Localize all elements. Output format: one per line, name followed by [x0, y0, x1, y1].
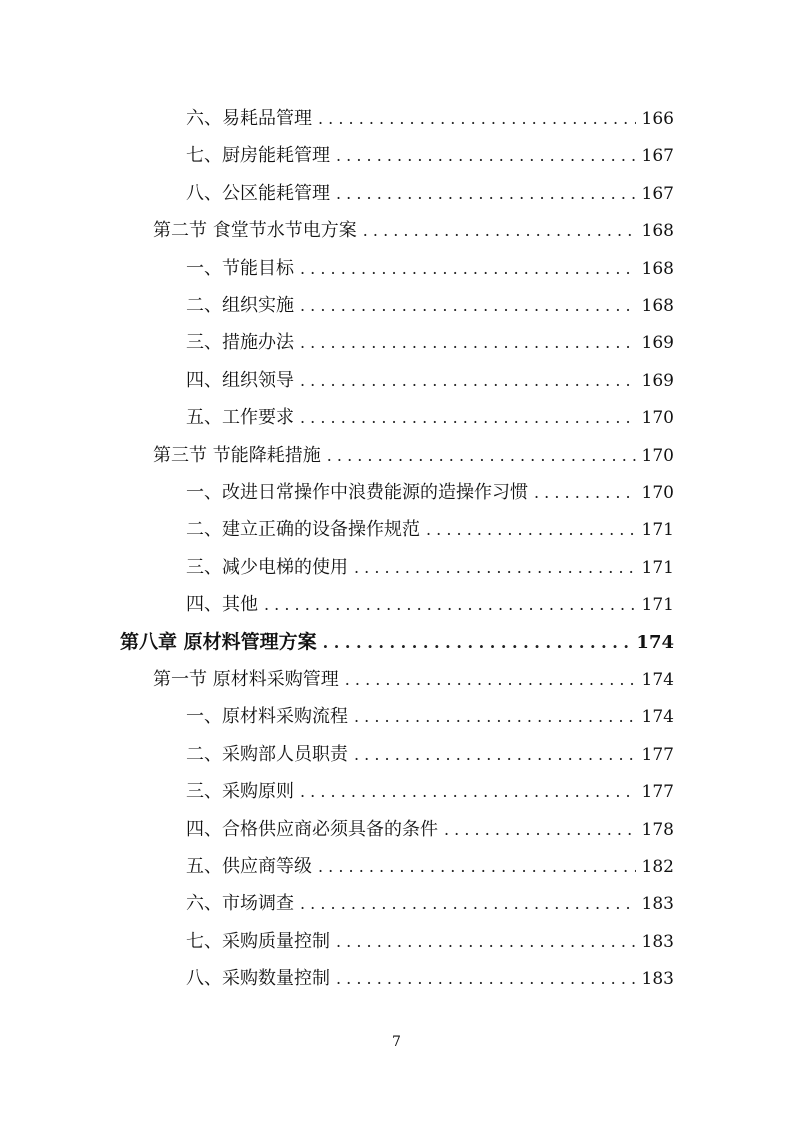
toc-entry-title: 七、采购质量控制 [186, 930, 330, 952]
toc-entry-page: 182 [641, 857, 674, 877]
toc-entry-section[interactable] [153, 437, 674, 474]
toc-entry-item[interactable] [186, 399, 674, 436]
toc-entry-page: 170 [641, 483, 674, 503]
toc-entry-item[interactable] [186, 474, 674, 511]
toc-entry-title: 三、采购原则 [186, 781, 294, 803]
toc-entry-page: 177 [641, 782, 674, 803]
dot-leader [300, 250, 636, 287]
dot-leader [426, 511, 636, 548]
toc-entry-page: 171 [641, 557, 674, 578]
toc-entry-page: 168 [641, 221, 674, 242]
dot-leader [300, 773, 636, 810]
dot-leader [336, 960, 636, 997]
toc-entry-title: 一、节能目标 [186, 257, 294, 279]
dot-leader [336, 175, 636, 212]
toc-entry-chapter[interactable] [120, 624, 674, 661]
toc-entry-title: 五、工作要求 [186, 407, 294, 429]
toc-entry-page: 174 [641, 707, 674, 728]
toc-entry-title: 六、市场调查 [186, 893, 294, 915]
dot-leader [345, 661, 636, 698]
toc-entry-title: 一、原材料采购流程 [186, 706, 348, 728]
toc-entry-title: 一、改进日常操作中浪费能源的造操作习惯 [186, 482, 528, 503]
toc-entry-item[interactable] [186, 250, 674, 287]
dot-leader [318, 848, 636, 885]
toc-entry-page: 183 [641, 931, 674, 952]
toc-entry-title: 八、公区能耗管理 [186, 182, 330, 204]
toc-entry-item[interactable] [186, 811, 674, 848]
toc-entry-page: 168 [641, 258, 674, 279]
toc-entry-page: 177 [641, 744, 674, 765]
toc-entry-item[interactable] [186, 324, 674, 361]
toc-entry-page: 171 [641, 520, 674, 541]
dot-leader [300, 399, 636, 436]
dot-leader [264, 586, 636, 623]
toc-entry-item[interactable] [186, 960, 674, 997]
dot-leader [363, 212, 636, 249]
toc-entry-page: 170 [641, 445, 674, 466]
toc-entry-item[interactable] [186, 923, 674, 960]
toc-entry-page: 183 [641, 969, 674, 990]
toc-entry-section[interactable] [153, 661, 674, 698]
dot-leader [534, 474, 636, 511]
dot-leader [336, 137, 636, 174]
dot-leader [327, 437, 636, 474]
page-number: 7 [392, 1034, 401, 1050]
dot-leader [354, 698, 636, 735]
toc-entry-page: 170 [641, 408, 674, 429]
toc-entry-page: 169 [641, 333, 674, 354]
toc-entry-item[interactable] [186, 773, 674, 810]
toc-entry-page: 174 [641, 670, 674, 690]
toc-entry-item[interactable] [186, 511, 674, 548]
toc-entry-page: 167 [641, 146, 674, 167]
dot-leader [318, 100, 636, 137]
toc-entry-section[interactable] [153, 212, 674, 249]
toc-entry-title: 第一节 原材料采购管理 [153, 669, 339, 690]
dot-leader [323, 624, 631, 661]
dot-leader [300, 885, 636, 922]
toc-entry-page: 166 [641, 109, 674, 129]
toc-entry-item[interactable] [186, 175, 674, 212]
toc-entry-title: 三、措施办法 [186, 332, 294, 354]
toc-entry-item[interactable] [186, 137, 674, 174]
toc-entry-page: 167 [641, 183, 674, 204]
toc-entry-title: 五、供应商等级 [186, 856, 312, 877]
toc-entry-title: 三、减少电梯的使用 [186, 556, 348, 578]
dot-leader [444, 811, 636, 848]
toc-entry-item[interactable] [186, 698, 674, 735]
toc-entry-title: 二、建立正确的设备操作规范 [186, 519, 420, 541]
toc-entry-title: 七、厨房能耗管理 [186, 145, 330, 167]
toc-entry-title: 二、组织实施 [186, 295, 294, 316]
toc-entry-item[interactable] [186, 848, 674, 885]
toc-entry-title: 第二节 食堂节水节电方案 [153, 220, 357, 242]
dot-leader [300, 324, 636, 361]
toc-entry-title: 八、采购数量控制 [186, 968, 330, 990]
toc-entry-title: 四、组织领导 [186, 369, 294, 391]
toc-entry-title: 四、其他 [186, 594, 258, 616]
toc-entry-item[interactable] [186, 736, 674, 773]
toc-entry-title: 六、易耗品管理 [186, 108, 312, 129]
toc-entry-page: 171 [641, 595, 674, 616]
toc-entry-page: 168 [641, 296, 674, 316]
dot-leader [300, 287, 636, 324]
toc-entry-page: 183 [641, 894, 674, 915]
toc-entry-page: 178 [641, 819, 674, 840]
toc-entry-page: 174 [636, 631, 674, 653]
dot-leader [354, 736, 636, 773]
dot-leader [300, 362, 636, 399]
toc-entry-item[interactable] [186, 362, 674, 399]
toc-entry-title: 二、采购部人员职责 [186, 743, 348, 765]
dot-leader [354, 549, 636, 586]
toc-entry-item[interactable] [186, 586, 674, 623]
toc-entry-title: 第三节 节能降耗措施 [153, 444, 321, 466]
toc-entry-title: 第八章 原材料管理方案 [120, 630, 317, 653]
toc-entry-item[interactable] [186, 100, 674, 137]
toc-entry-item[interactable] [186, 549, 674, 586]
toc-entry-item[interactable] [186, 885, 674, 922]
dot-leader [336, 923, 636, 960]
toc-entry-page: 169 [641, 370, 674, 391]
toc-entry-item[interactable] [186, 287, 674, 324]
toc-entry-title: 四、合格供应商必须具备的条件 [186, 818, 438, 840]
